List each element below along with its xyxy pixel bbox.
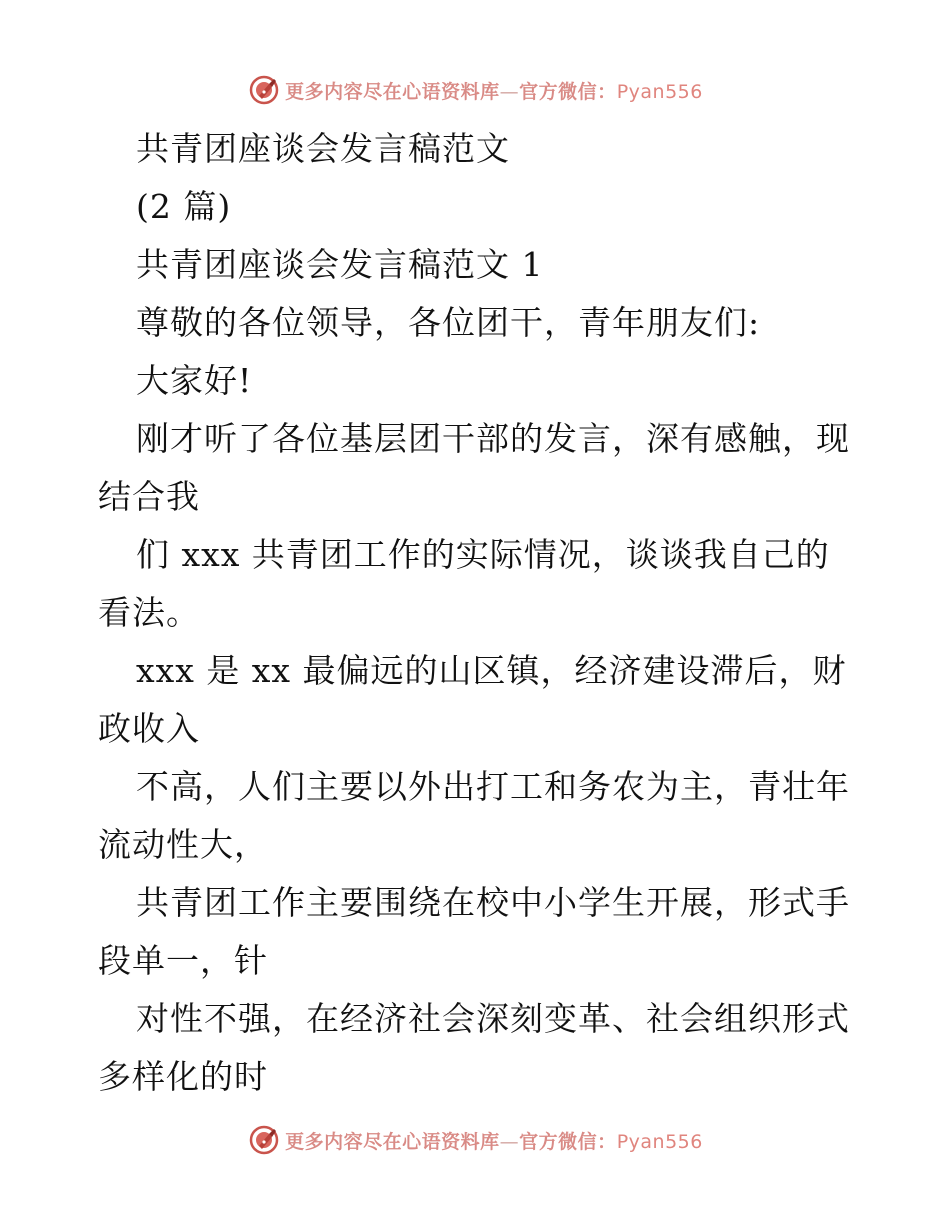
- greeting: 大家好!: [136, 361, 253, 400]
- body-line: 对性不强，在经济社会深刻变革、社会组织形式: [136, 999, 850, 1038]
- pen-nib-seal-icon: [247, 73, 281, 107]
- salutation: 尊敬的各位领导，各位团干，青年朋友们:: [136, 303, 761, 342]
- body-line: 结合我: [98, 477, 200, 516]
- body-line: 刚才听了各位基层团干部的发言，深有感触，现: [136, 419, 850, 458]
- watermark-wechat-label: 官方微信：: [519, 1130, 617, 1153]
- watermark-text: [285, 1127, 703, 1154]
- body-line: 流动性大，: [98, 825, 268, 864]
- footer-watermark: [0, 1120, 950, 1160]
- watermark-wechat-handle: Pyan556: [616, 80, 703, 103]
- body-line: 政收入: [98, 709, 200, 748]
- watermark-wechat-label: 官方微信：: [519, 80, 617, 103]
- body-line: 看法。: [98, 593, 200, 632]
- document-body: [98, 120, 858, 1106]
- watermark-wechat-handle: Pyan556: [616, 1130, 703, 1153]
- watermark-site-text: 更多内容尽在心语资料库: [285, 1130, 500, 1153]
- document-title: 共青团座谈会发言稿范文: [136, 129, 510, 168]
- body-line: 们 xxx 共青团工作的实际情况，谈谈我自己的: [136, 535, 830, 574]
- header-watermark: [0, 70, 950, 110]
- watermark-site-text: 更多内容尽在心语资料库: [285, 80, 500, 103]
- watermark-separator: —: [499, 1130, 520, 1153]
- document-subtitle: (2 篇): [136, 187, 232, 226]
- body-line: 多样化的时: [98, 1057, 268, 1096]
- watermark-separator: —: [499, 80, 520, 103]
- pen-nib-seal-icon: [247, 1123, 281, 1157]
- watermark-text: [285, 77, 703, 104]
- body-line: 不高，人们主要以外出打工和务农为主，青壮年: [136, 767, 850, 806]
- body-line: 段单一，针: [98, 941, 268, 980]
- body-line: xxx 是 xx 最偏远的山区镇，经济建设滞后，财: [136, 651, 847, 690]
- body-line: 共青团工作主要围绕在校中小学生开展，形式手: [136, 883, 850, 922]
- section-heading: 共青团座谈会发言稿范文 1: [136, 245, 544, 284]
